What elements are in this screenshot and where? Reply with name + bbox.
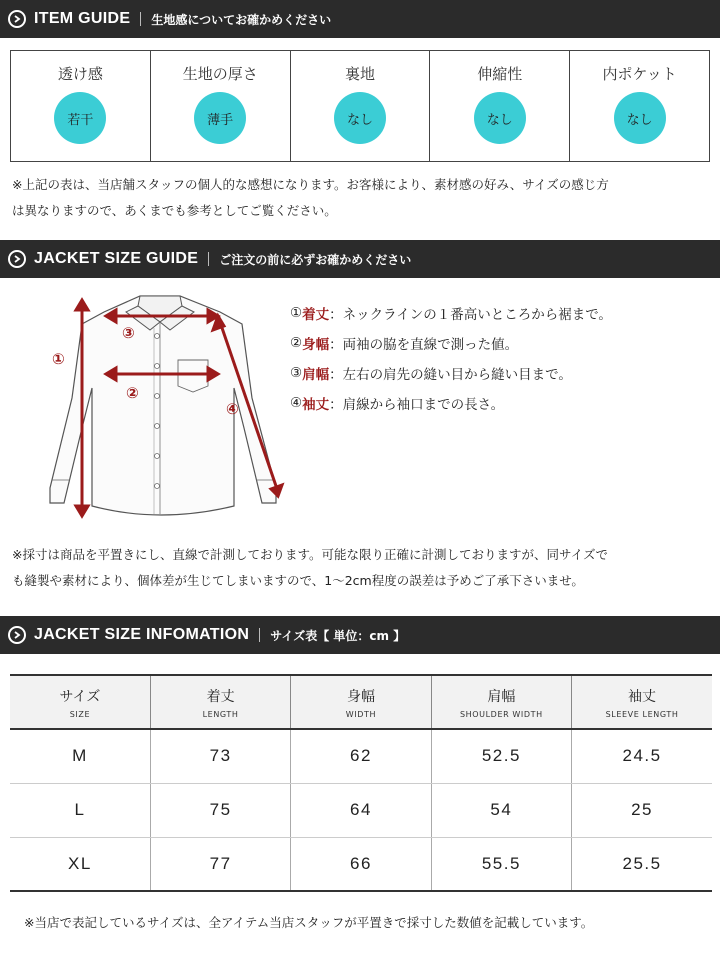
table-cell: M xyxy=(10,729,150,783)
attribute-value-badge: なし xyxy=(614,92,666,144)
column-header: 身幅 WIDTH xyxy=(291,675,431,729)
item-guide-header xyxy=(0,0,720,38)
section-title: JACKET SIZE GUIDE xyxy=(34,250,199,267)
attribute-cell xyxy=(570,51,709,161)
table-cell: 62 xyxy=(291,729,431,783)
item-guide-note: ※上記の表は、当店舗スタッフの個人的な感想になります。お客様により、素材感の好み、サイズの感じ方 は異なりますので、あくまでも参考としてご覧ください。 xyxy=(12,177,609,218)
size-info-header xyxy=(0,616,720,654)
attribute-label: 透け感 xyxy=(57,65,103,83)
section-title: JACKET SIZE INFOMATION xyxy=(34,626,250,643)
table-cell: L xyxy=(10,783,150,837)
table-cell: 52.5 xyxy=(431,729,571,783)
attribute-label: 伸縮性 xyxy=(477,65,523,83)
attribute-value-badge: 薄手 xyxy=(194,92,246,144)
attribute-value-badge: 若干 xyxy=(54,92,106,144)
table-cell: 25 xyxy=(572,783,712,837)
attribute-label: 裏地 xyxy=(344,65,375,83)
measurement-legend xyxy=(290,298,612,418)
table-row xyxy=(10,837,712,891)
size-info-footer-note: ※当店で表記しているサイズは、全アイテム当店スタッフが平置きで採寸した数値を記載しています。 xyxy=(24,915,594,930)
chevron-right-icon xyxy=(8,626,26,644)
table-cell: 54 xyxy=(431,783,571,837)
size-table xyxy=(10,674,712,892)
section-subtitle: サイズ表【 単位：cm 】 xyxy=(270,628,406,643)
shirt-diagram xyxy=(30,288,300,528)
table-cell: 75 xyxy=(150,783,290,837)
table-cell: 24.5 xyxy=(572,729,712,783)
table-cell: 77 xyxy=(150,837,290,891)
size-guide-note: ※採寸は商品を平置きにし、直線で計測しております。可能な限り正確に計測しておりますが、同サイズで も縫製や素材により、個体差が生じてしまいますので、1～2cm程度の誤差は予めご了承下さいませ。 xyxy=(12,547,608,588)
marker-sleeve: ④ xyxy=(226,400,239,418)
size-guide-header xyxy=(0,240,720,278)
measurement-row: ④ 袖丈 ：肩線から袖口までの長さ。 xyxy=(290,395,505,413)
attribute-cell xyxy=(151,51,291,161)
attribute-label: 生地の厚さ xyxy=(182,65,258,83)
table-row xyxy=(10,783,712,837)
chevron-right-icon xyxy=(8,250,26,268)
section-title: ITEM GUIDE xyxy=(34,10,131,27)
marker-length: ① xyxy=(52,350,65,368)
marker-width: ② xyxy=(126,384,139,402)
table-cell: 64 xyxy=(291,783,431,837)
table-cell: 55.5 xyxy=(431,837,571,891)
table-row xyxy=(10,729,712,783)
measurement-row: ② 身幅 ：両袖の脇を直線で測った値。 xyxy=(290,335,519,353)
column-header: 袖丈 SLEEVE LENGTH xyxy=(572,675,712,729)
column-header: サイズ SIZE xyxy=(10,675,150,729)
item-guide-grid xyxy=(10,50,710,162)
column-header: 肩幅 SHOULDER WIDTH xyxy=(431,675,571,729)
attribute-value-badge: なし xyxy=(474,92,526,144)
column-header: 着丈 LENGTH xyxy=(150,675,290,729)
attribute-label: 内ポケット xyxy=(602,65,677,83)
attribute-value-badge: なし xyxy=(334,92,386,144)
section-subtitle: ご注文の前に必ずお確かめください xyxy=(219,252,412,267)
table-cell: 73 xyxy=(150,729,290,783)
attribute-cell xyxy=(430,51,570,161)
section-subtitle: 生地感についてお確かめください xyxy=(151,12,332,27)
table-cell: 66 xyxy=(291,837,431,891)
marker-shoulder: ③ xyxy=(122,324,135,342)
attribute-cell xyxy=(291,51,431,161)
measurement-row: ③ 肩幅 ：左右の肩先の縫い目から縫い目まで。 xyxy=(290,365,572,383)
table-cell: 25.5 xyxy=(572,837,712,891)
table-header-row xyxy=(10,675,712,729)
chevron-right-icon xyxy=(8,10,26,28)
attribute-cell xyxy=(11,51,151,161)
table-cell: XL xyxy=(10,837,150,891)
measurement-row: ① 着丈 ：ネックラインの１番高いところから裾まで。 xyxy=(290,305,612,323)
